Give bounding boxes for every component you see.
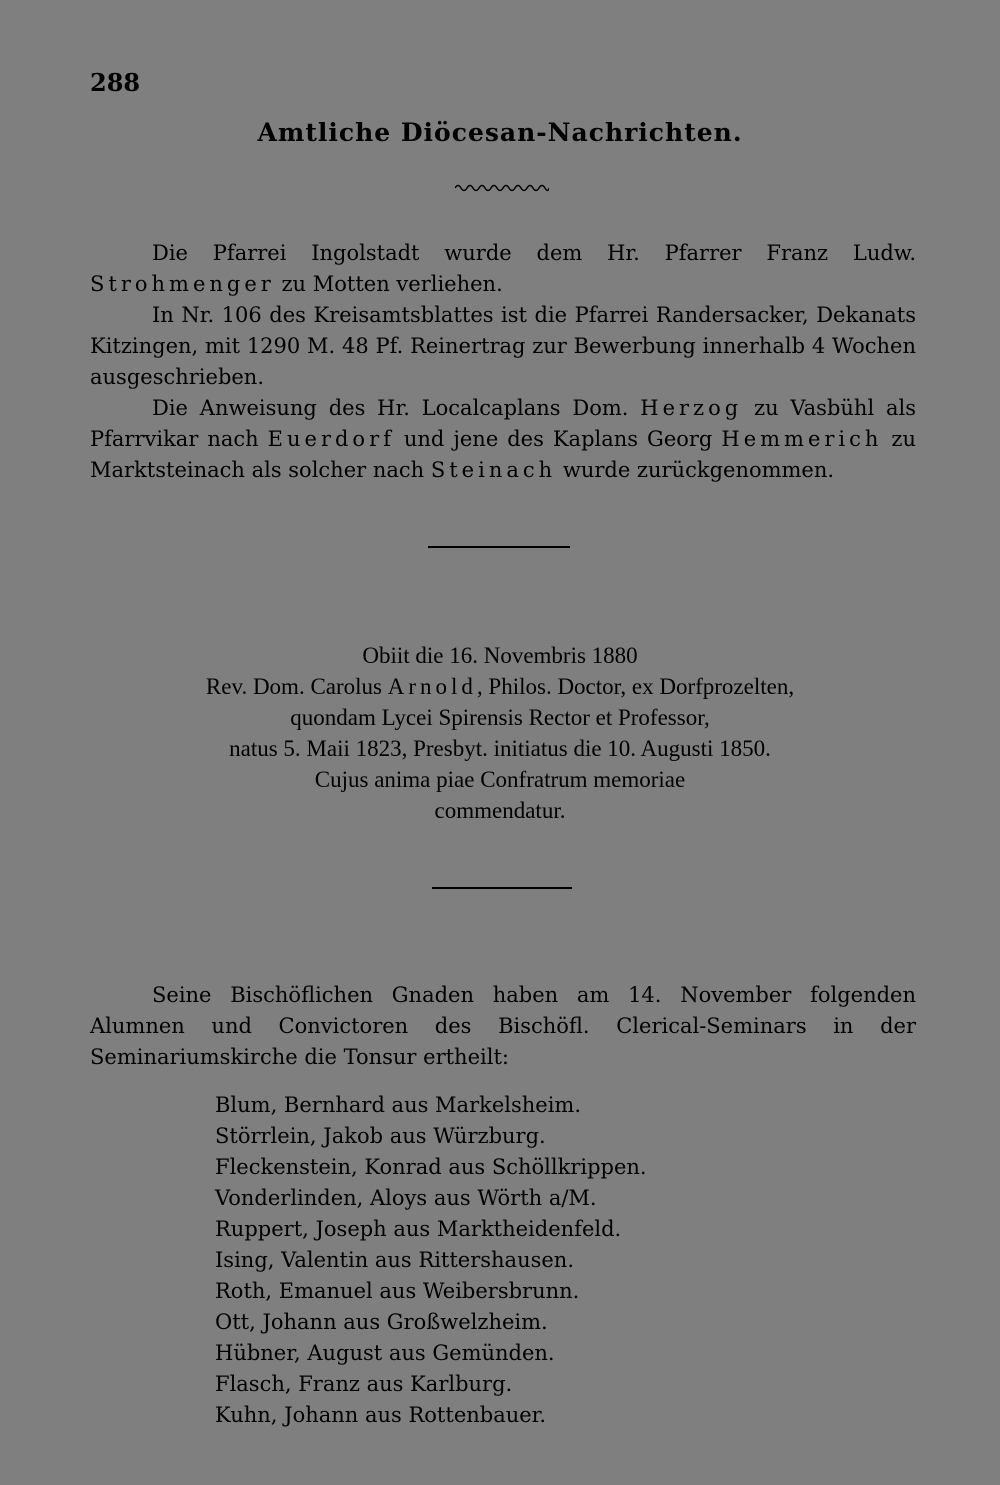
list-item: Ruppert, Joseph aus Marktheidenfeld. xyxy=(215,1217,622,1241)
diocesan-news xyxy=(90,238,916,486)
obituary-date: Obiit die 16. Novembris 1880 xyxy=(362,643,638,668)
obituary-commendatur: commendatur. xyxy=(434,798,566,823)
list-item: Blum, Bernhard aus Markelsheim. xyxy=(215,1093,582,1117)
section-title: Amtliche Diöcesan-Nachrichten. xyxy=(257,118,743,147)
list-item: Hübner, August aus Gemünden. xyxy=(215,1341,555,1365)
obituary-birth: natus 5. Maii 1823, Presbyt. initiatus die 10. Augusti 1850. xyxy=(229,736,771,761)
wavy-ornament-rule xyxy=(455,182,549,194)
obituary-name: Rev. Dom. Carolus Arnold, Philos. Doctor, ex Dorfprozelten, xyxy=(205,674,795,699)
list-item: Roth, Emanuel aus Weibersbrunn. xyxy=(215,1279,580,1303)
section-divider-2 xyxy=(432,887,572,889)
tonsur-intro: Seine Bischöflichen Gnaden haben am 14. November folgenden Alumnen und Convictoren des Bischöfl. Clerical-Seminars in der Seminariumskirche die Tonsur ertheilt: xyxy=(90,983,916,1069)
list-item: Vonderlinden, Aloys aus Wörth a/M. xyxy=(215,1186,597,1210)
list-item: Flasch, Franz aus Karlburg. xyxy=(215,1372,513,1396)
list-item: Ising, Valentin aus Rittershausen. xyxy=(215,1248,575,1272)
list-item: Ott, Johann aus Großwelzheim. xyxy=(215,1310,548,1334)
page-number: 288 xyxy=(90,68,141,97)
section-divider-1 xyxy=(428,546,570,548)
obituary-office: quondam Lycei Spirensis Rector et Professor, xyxy=(290,705,710,730)
list-item: Kuhn, Johann aus Rottenbauer. xyxy=(215,1403,547,1427)
news-paragraph-randersacker: In Nr. 106 des Kreisamtsblattes ist die Pfarrei Randersacker, Dekanats Kitzingen, mit 1290 M. 48 Pf. Reinertrag zur Bewerbung innerhalb 4 Wochen ausgeschrieben. xyxy=(90,303,916,389)
list-item: Störrlein, Jakob aus Würzburg. xyxy=(215,1124,546,1148)
news-paragraph-anweisung: Die Anweisung des Hr. Localcaplans Dom. Herzog zu Vasbühl als Pfarrvikar nach Euerdorf und jene des Kaplans Georg Hemmerich zu Marktsteinach als solcher nach Steinach wurde zurückgenommen. xyxy=(90,396,917,482)
news-paragraph-ingolstadt: Die Pfarrei Ingolstadt wurde dem Hr. Pfarrer Franz Ludw. Strohmenger zu Motten verliehen. xyxy=(90,241,916,296)
tonsur-announcement xyxy=(90,980,916,1073)
tonsur-name-list xyxy=(215,1090,647,1431)
obituary-notice xyxy=(0,640,1000,826)
obituary-memoriae: Cujus anima piae Confratrum memoriae xyxy=(314,767,686,792)
list-item: Fleckenstein, Konrad aus Schöllkrippen. xyxy=(215,1155,647,1179)
